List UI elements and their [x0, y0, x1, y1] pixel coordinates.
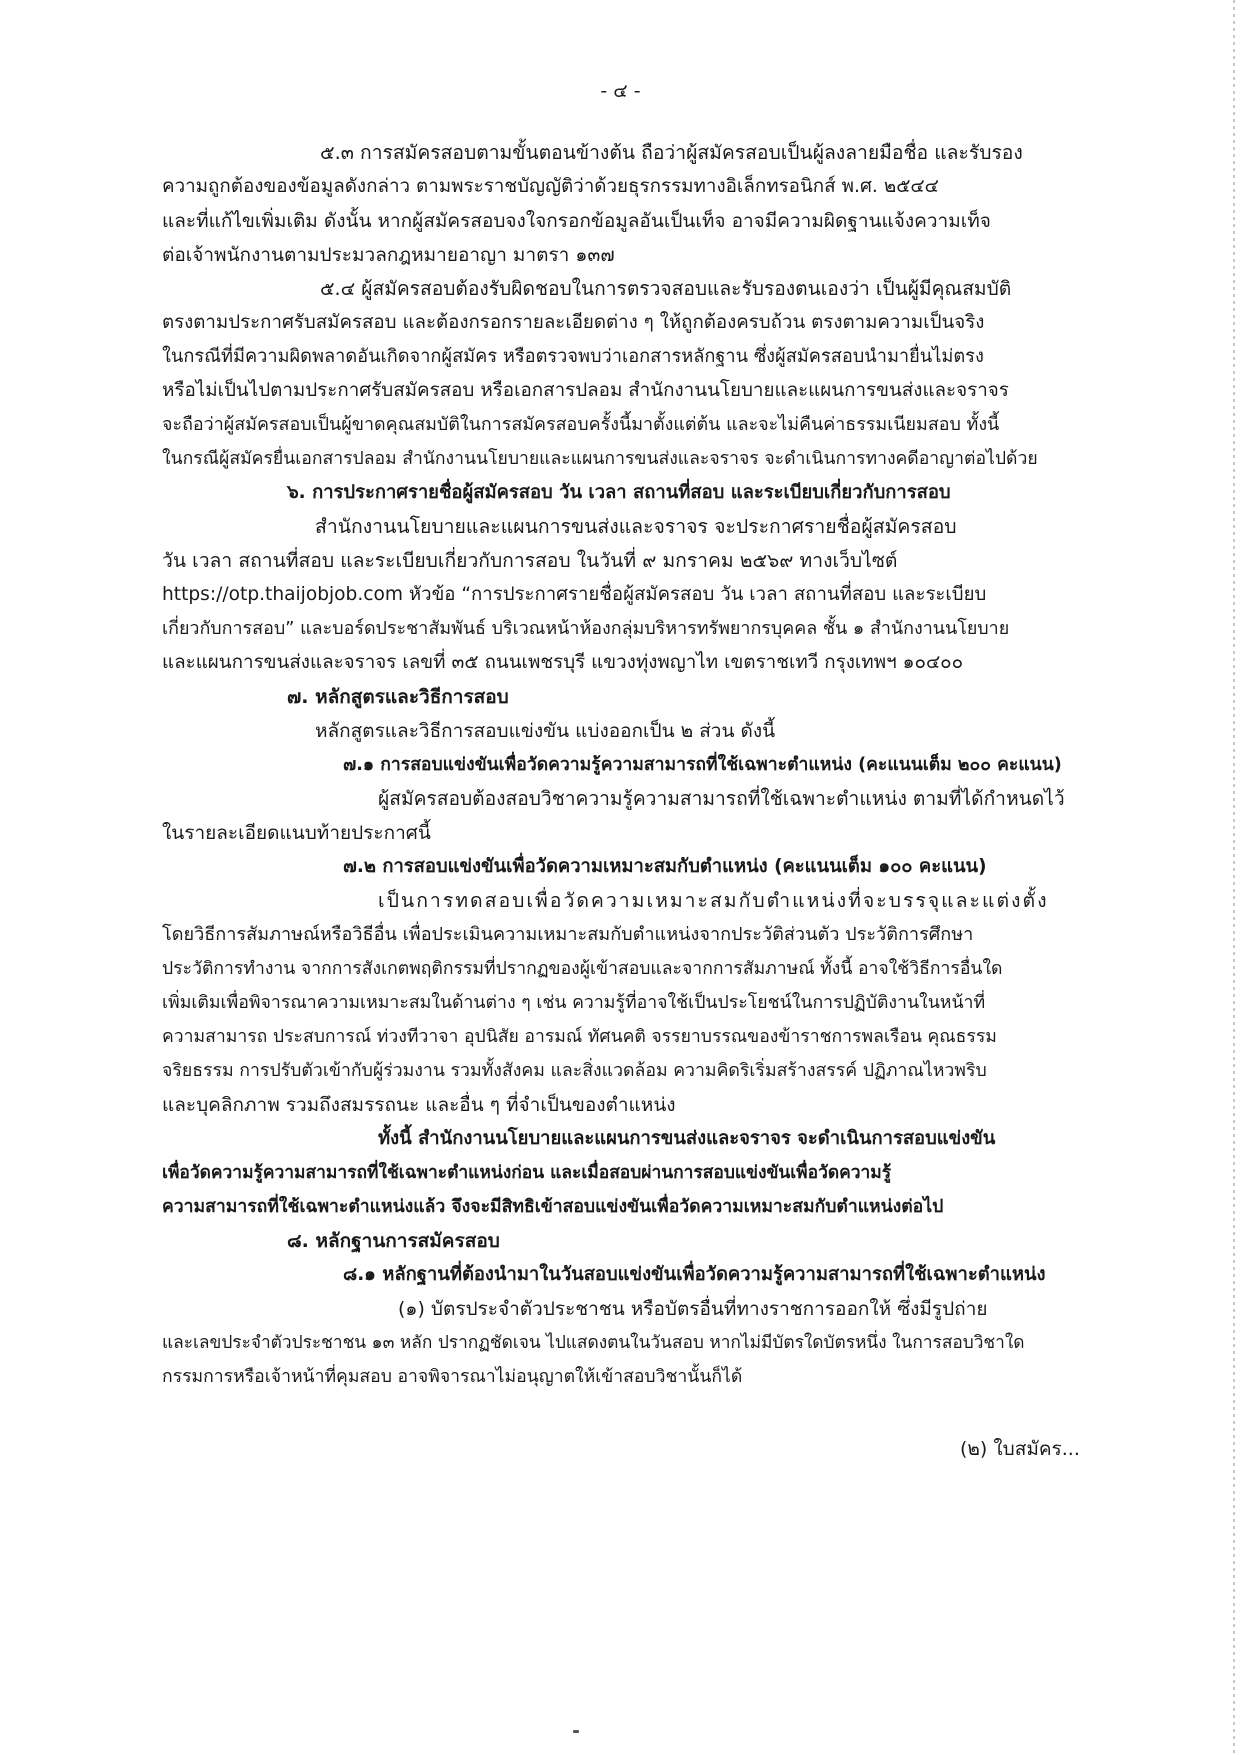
text-line: เพิ่มเติมเพื่อพิจารณาความเหมาะสมในด้านต่าง ๆ เช่น ความรู้ที่อาจใช้เป็นประโยชน์ในการปฏิบัติงานในหน้าที่ [162, 993, 986, 1013]
text-line: ๕.๓ การสมัครสอบตามขั้นตอนข้างต้น ถือว่าผู้สมัครสอบเป็นผู้ลงลายมือชื่อ และรับรอง [320, 141, 1023, 164]
text-line: เกี่ยวกับการสอบ” และบอร์ดประชาสัมพันธ์ บริเวณหน้าห้องกลุ่มบริหารทรัพยากรบุคคล ชั้น ๑ สำนักงานนโยบาย [162, 618, 1010, 639]
subsection-heading: ๗.๑ การสอบแข่งขันเพื่อวัดความรู้ความสามารถที่ใช้เฉพาะตำแหน่ง (คะแนนเต็ม ๒๐๐ คะแนน) [343, 755, 1062, 775]
text-line: กรรมการหรือเจ้าหน้าที่คุมสอบ อาจพิจารณาไม่อนุญาตให้เข้าสอบวิชานั้นก็ได้ [162, 1367, 743, 1387]
section-heading: ๖. การประกาศรายชื่อผู้สมัครสอบ วัน เวลา สถานที่สอบ และระเบียบเกี่ยวกับการสอบ [287, 482, 951, 503]
text-line: ในกรณีที่มีความผิดพลาดอันเกิดจากผู้สมัคร หรือตรวจพบว่าเอกสารหลักฐาน ซึ่งผู้สมัครสอบนำมายื่นไม่ตรง [162, 346, 984, 367]
text-line: และที่แก้ไขเพิ่มเติม ดังนั้น หากผู้สมัครสอบจงใจกรอกข้อมูลอันเป็นเท็จ อาจมีความผิดฐานแจ้งความเท็จ [162, 210, 991, 232]
text-line: https://otp.thaijobjob.com หัวข้อ “การประกาศรายชื่อผู้สมัครสอบ วัน เวลา สถานที่สอบ และระเบียบ [162, 584, 987, 605]
section-heading: ๘. หลักฐานการสมัครสอบ [287, 1230, 500, 1252]
text-line-bold: ความสามารถที่ใช้เฉพาะตำแหน่งแล้ว จึงจะมีสิทธิเข้าสอบแข่งขันเพื่อวัดความเหมาะสมกับตำแหน่งต่อไป [162, 1197, 944, 1217]
text-line: ความสามารถ ประสบการณ์ ท่วงทีวาจา อุปนิสัย อารมณ์ ทัศนคติ จรรยาบรรณของข้าราชการพลเรือน คุณธรรม [162, 1027, 997, 1047]
text-line: โดยวิธีการสัมภาษณ์หรือวิธีอื่น เพื่อประเมินความเหมาะสมกับตำแหน่งจากประวัติส่วนตัว ประวัติการศึกษา [162, 924, 974, 945]
text-line: (๑) บัตรประจำตัวประชาชน หรือบัตรอื่นที่ทางราชการออกให้ ซึ่งมีรูปถ่าย [398, 1298, 988, 1320]
section-heading: ๗. หลักสูตรและวิธีการสอบ [287, 686, 509, 708]
text-line: สำนักงานนโยบายและแผนการขนส่งและจราจร จะประกาศรายชื่อผู้สมัครสอบ [315, 515, 957, 538]
scan-edge-artifact [1233, 0, 1235, 1755]
text-line: และเลขประจำตัวประชาชน ๑๓ หลัก ปรากฏชัดเจน ไปแสดงตนในวันสอบ หากไม่มีบัตรใดบัตรหนึ่ง ในการสอบวิชาใด [162, 1333, 1025, 1353]
text-line: ในรายละเอียดแนบท้ายประกาศนี้ [162, 822, 431, 844]
text-line: จะถือว่าผู้สมัครสอบเป็นผู้ขาดคุณสมบัติในการสมัครสอบครั้งนี้มาตั้งแต่ต้น และจะไม่คืนค่าธรรมเนียมสอบ ทั้งนี้ [162, 414, 1000, 435]
text-line: ตรงตามประกาศรับสมัครสอบ และต้องกรอกรายละเอียดต่าง ๆ ให้ถูกต้องครบถ้วน ตรงตามความเป็นจริง [162, 312, 985, 333]
text-line: ประวัติการทำงาน จากการสังเกตพฤติกรรมที่ปรากฏของผู้เข้าสอบและจากการสัมภาษณ์ ทั้งนี้ อาจใช้วิธีการอื่นใด [162, 959, 1003, 979]
text-line: หรือไม่เป็นไปตามประกาศรับสมัครสอบ หรือเอกสารปลอม สำนักงานนโยบายและแผนการขนส่งและจราจร [162, 380, 1009, 401]
text-line: ความถูกต้องของข้อมูลดังกล่าว ตามพระราชบัญญัติว่าด้วยธุรกรรมทางอิเล็กทรอนิกส์ พ.ศ. ๒๕๔๔ [162, 176, 939, 197]
text-line: ผู้สมัครสอบต้องสอบวิชาความรู้ความสามารถที่ใช้เฉพาะตำแหน่ง ตามที่ได้กำหนดไว้ [378, 787, 1065, 810]
text-line: หลักสูตรและวิธีการสอบแข่งขัน แบ่งออกเป็น ๒ ส่วน ดังนี้ [315, 720, 776, 742]
text-line: และแผนการขนส่งและจราจร เลขที่ ๓๕ ถนนเพชรบุรี แขวงทุ่งพญาไท เขตราชเทวี กรุงเทพฯ ๑๐๔๐๐ [162, 652, 964, 673]
text-line: ๕.๔ ผู้สมัครสอบต้องรับผิดชอบในการตรวจสอบและรับรองตนเองว่า เป็นผู้มีคุณสมบัติ [320, 277, 1012, 300]
text-line: จริยธรรม การปรับตัวเข้ากับผู้ร่วมงาน รวมทั้งสังคม และสิ่งแวดล้อม ความคิดริเริ่มสร้างสรรค์ ปฏิภาณไหวพริบ [162, 1061, 987, 1081]
scan-speck [573, 1730, 579, 1733]
subsection-heading: ๘.๑ หลักฐานที่ต้องนำมาในวันสอบแข่งขันเพื่อวัดความรู้ความสามารถที่ใช้เฉพาะตำแหน่ง [343, 1264, 1046, 1285]
text-line: เป็นการทดสอบเพื่อวัดความเหมาะสมกับตำแหน่งที่จะบรรจุและแต่งตั้ง [378, 889, 1049, 912]
text-line: และบุคลิกภาพ รวมถึงสมรรถนะ และอื่น ๆ ที่จำเป็นของตำแหน่ง [162, 1094, 676, 1116]
text-line: วัน เวลา สถานที่สอบ และระเบียบเกี่ยวกับการสอบ ในวันที่ ๙ มกราคม ๒๕๖๙ ทางเว็บไซต์ [162, 549, 898, 572]
page-number: - ๔ - [600, 80, 641, 102]
subsection-heading: ๗.๒ การสอบแข่งขันเพื่อวัดความเหมาะสมกับตำแหน่ง (คะแนนเต็ม ๑๐๐ คะแนน) [343, 856, 987, 877]
text-line-bold: เพื่อวัดความรู้ความสามารถที่ใช้เฉพาะตำแหน่งก่อน และเมื่อสอบผ่านการสอบแข่งขันเพื่อวัดความรู้ [162, 1163, 892, 1183]
continuation-note: (๒) ใบสมัคร... [960, 1438, 1080, 1460]
text-line: ในกรณีผู้สมัครยื่นเอกสารปลอม สำนักงานนโยบายและแผนการขนส่งและจราจร จะดำเนินการทางคดีอาญาต่อไปด้วย [162, 449, 1038, 469]
text-line: ต่อเจ้าพนักงานตามประมวลกฎหมายอาญา มาตรา ๑๓๗ [162, 244, 615, 266]
text-line-bold: ทั้งนี้ สำนักงานนโยบายและแผนการขนส่งและจราจร จะดำเนินการสอบแข่งขัน [378, 1128, 996, 1149]
